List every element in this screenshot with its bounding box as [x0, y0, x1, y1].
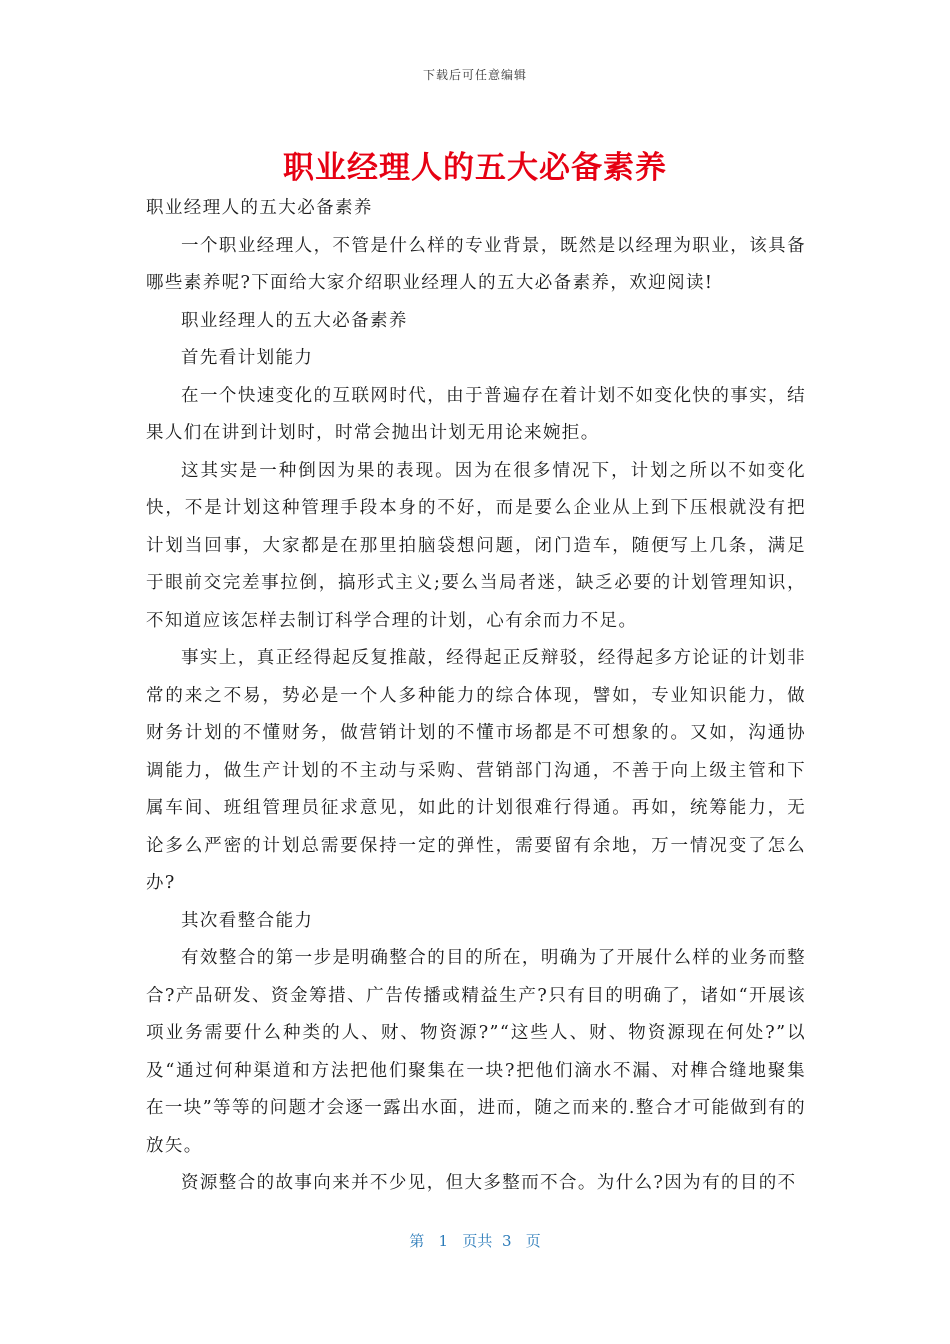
- body-paragraph: 职业经理人的五大必备素养: [146, 198, 373, 218]
- footer-current-page: 1: [438, 1232, 449, 1250]
- document-title: 职业经理人的五大必备素养: [283, 150, 667, 186]
- document-body: [146, 190, 806, 1203]
- body-paragraph: 资源整合的故事向来并不少见，但大多整而不合。为什么?因为有的目的不: [181, 1173, 797, 1193]
- section-heading: 其次看整合能力: [181, 910, 314, 931]
- footer-suffix: 页: [525, 1232, 541, 1250]
- section-heading: 职业经理人的五大必备素养: [181, 310, 408, 331]
- footer-total-pages: 3: [501, 1232, 512, 1250]
- body-paragraph: 事实上，真正经得起反复推敲，经得起正反辩驳，经得起多方论证的计划非常的来之不易，势必是一个人多种能力的综合体现，譬如，专业知识能力，做财务计划的不懂财务，做营销计划的不懂市场都是不可想象的。又如，沟通协调能力，做生产计划的不主动与采购、营销部门沟通，不善于向上级主管和下属车间、班组管理员征求意见，如此的计划很难行得通。再如，统筹能力，无论多么严密的计划总需要保持一定的弹性，需要留有余地，万一情况变了怎么办?: [146, 648, 806, 893]
- section-heading: 首先看计划能力: [181, 348, 314, 368]
- body-paragraph: 一个职业经理人，不管是什么样的专业背景，既然是以经理为职业，该具备哪些素养呢?下面给大家介绍职业经理人的五大必备素养，欢迎阅读!: [146, 235, 806, 293]
- body-paragraph: 在一个快速变化的互联网时代，由于普遍存在着计划不如变化快的事实，结果人们在讲到计划时，时常会抛出计划无用论来婉拒。: [146, 385, 806, 443]
- body-paragraph: 这其实是一种倒因为果的表现。因为在很多情况下，计划之所以不如变化快，不是计划这种管理手段本身的不好，而是要么企业从上到下压根就没有把计划当回事，大家都是在那里拍脑袋想问题，闭门造车，随便写上几条，满足于眼前交完差事拉倒，搞形式主义;要么当局者迷，缺乏必要的计划管理知识，不知道应该怎样去制订科学合理的计划，心有余而力不足。: [146, 460, 806, 631]
- footer-mid: 页共: [462, 1232, 493, 1250]
- body-paragraph: 有效整合的第一步是明确整合的目的所在，明确为了开展什么样的业务而整合?产品研发、资金筹措、广告传播或精益生产?只有目的明确了，诸如“开展该项业务需要什么种类的人、财、物资源?”“这些人、财、物资源现在何处?”以及“通过何种渠道和方法把他们聚集在一块?把他们滴水不漏、对榫合缝地聚集在一块”等等的问题才会逐一露出水面，进而，随之而来的.整合才可能做到有的放矢。: [146, 948, 806, 1156]
- page-footer: [0, 1230, 950, 1251]
- header-note: 下载后可任意编辑: [422, 68, 527, 82]
- footer-prefix: 第: [409, 1232, 425, 1250]
